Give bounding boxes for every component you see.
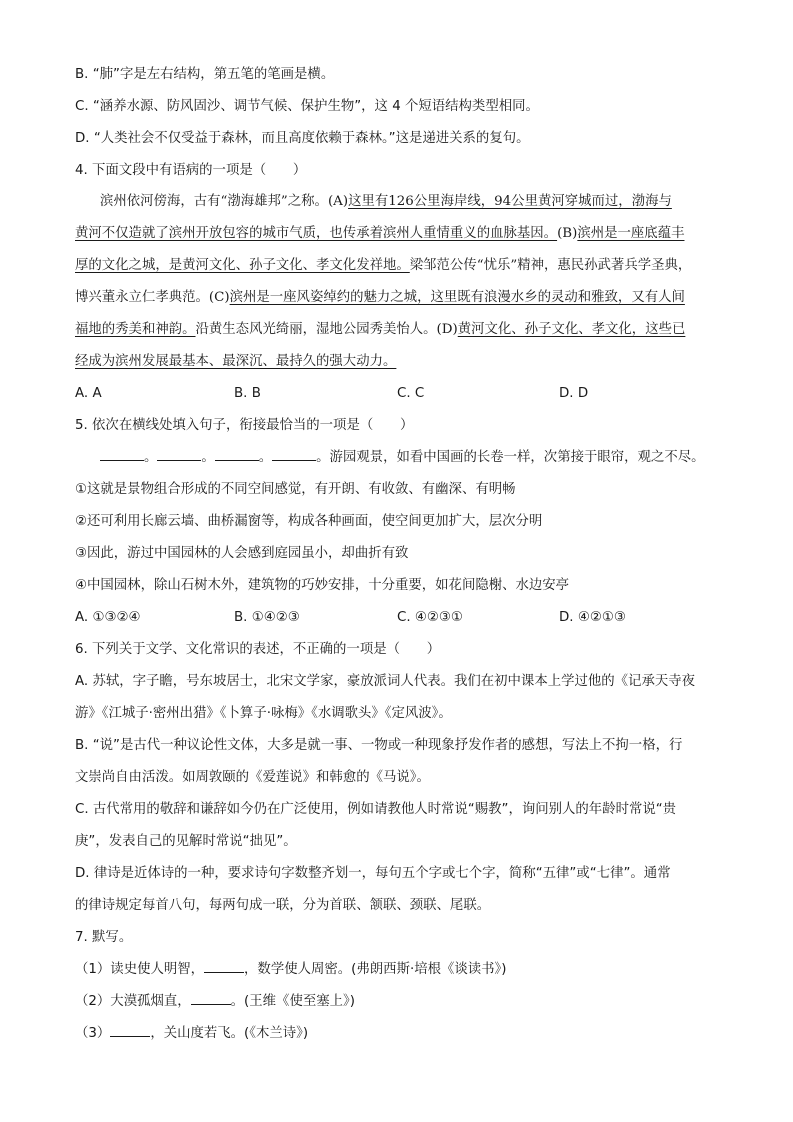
q4-segment-d: 黄河文化、孙子文化、孝文化，这些已 [457, 322, 686, 337]
q7-item-1 [75, 960, 506, 980]
q5-option-c: C. ④②③① [397, 610, 463, 625]
q5-blank-3 [215, 448, 259, 461]
q5-tail-text: 。游园观景，如看中国画的长卷一样，次第接于眼帘，观之不尽。 [316, 450, 705, 465]
q6-stem: 6. 下列关于文学、文化常识的表述，不正确的一项是（ ） [75, 642, 441, 657]
q6-option-c-line-1: C. 古代常用的敬辞和谦辞如今仍在广泛使用，例如请教他人时常说“赐教”，询问别人的年龄时常说“贵 [75, 802, 677, 817]
q4-p1-text: 滨州依河傍海，古有“渤海雄邦”之称。(A) [100, 194, 349, 209]
q4-passage-line-6 [75, 352, 396, 372]
q4-p3-text: 梁邹范公传“忧乐”精神，惠民孙武著兵学圣典， [409, 258, 692, 273]
q3-option-b: B. “肺”字是左右结构，第五笔的笔画是横。 [75, 67, 335, 82]
q7-item-1-pre: （1）读史使人明智， [75, 962, 205, 977]
q6-option-c-line-2: 庚”，发表自己的见解时常说“拙见”。 [75, 834, 297, 849]
q5-sep-2: 。 [201, 450, 215, 465]
q5-option-b: B. ①④②③ [234, 610, 300, 625]
q4-p5-text: 沿黄生态风光绮丽，湿地公园秀美怡人。(D) [195, 322, 458, 337]
q4-p4-text: 博兴董永立仁孝典范。(C) [75, 290, 230, 305]
q5-sentence-2: ②还可利用长廊云墙、曲桥漏窗等，构成各种画面，使空间更加扩大，层次分明 [75, 514, 543, 529]
q7-blank-1 [204, 960, 244, 973]
q6-option-d-line-2: 的律诗规定每首八句，每两句成一联，分为首联、颔联、颈联、尾联。 [75, 898, 491, 913]
q5-blank-line [100, 448, 705, 468]
q4-segment-c: 滨州是一座风姿绰约的魅力之城，这里既有浪漫水乡的灵动和雅致，又有人间 [229, 290, 685, 305]
q5-sep-1: 。 [144, 450, 158, 465]
q7-blank-2 [191, 992, 231, 1005]
q6-option-d-line-1: D. 律诗是近体诗的一种，要求诗句字数整齐划一，每句五个字或七个字，简称“五律”或“七律”。通常 [75, 866, 671, 881]
q4-segment-a-cont: 黄河不仅造就了滨州开放包容的城市气质，也传承着滨州人重情重义的血脉基因。 [75, 226, 558, 241]
q4-passage-line-2 [75, 224, 684, 244]
q4-label-b: (B) [557, 226, 578, 241]
q4-stem: 4. 下面文段中有语病的一项是（ ） [75, 163, 307, 178]
q5-option-a: A. ①③②④ [75, 610, 141, 625]
q7-item-2-pre: （2）大漠孤烟直， [75, 994, 191, 1009]
q5-sep-3: 。 [258, 450, 273, 465]
q5-option-d: D. ④②①③ [559, 610, 626, 625]
q6-option-a-line-1: A. 苏轼，字子瞻，号东坡居士，北宋文学家，豪放派词人代表。我们在初中课本上学过他的《记承天寺夜 [75, 674, 696, 689]
q7-blank-3 [110, 1024, 150, 1037]
q5-stem: 5. 依次在横线处填入句子，衔接最恰当的一项是（ ） [75, 418, 414, 433]
q5-blank-2 [157, 448, 201, 461]
q4-segment-b-cont: 厚的文化之城，是黄河文化、孙子文化、孝文化发祥地。 [75, 258, 410, 273]
q4-segment-a: 这里有126公里海岸线，94公里黄河穿城而过，渤海与 [348, 194, 672, 209]
q4-segment-c-cont: 福地的秀美和神韵。 [75, 322, 196, 337]
q6-option-b-line-1: B. “说”是古代一种议论性文体，大多是就一事、一物或一种现象抒发作者的感想，写法上不拘一格，行 [75, 738, 683, 753]
q7-stem: 7. 默写。 [75, 930, 133, 945]
q4-segment-d-cont: 经成为滨州发展最基本、最深沉、最持久的强大动力。 [75, 354, 397, 369]
q5-blank-4 [272, 448, 316, 461]
q7-item-1-post: ，数学使人周密。(弗朗西斯·培根《谈读书》) [244, 962, 507, 977]
q4-passage-line-3 [75, 256, 691, 276]
q5-sentence-4: ④中国园林，除山石树木外，建筑物的巧妙安排，十分重要，如花间隐榭、水边安亭 [75, 578, 570, 593]
q4-passage-line-5 [75, 320, 685, 340]
q4-option-c: C. C [397, 386, 425, 401]
q4-option-a: A. A [75, 386, 102, 401]
q7-item-2-post: 。(王维《使至塞上》) [230, 994, 355, 1009]
q7-item-3 [75, 1024, 308, 1044]
q5-blank-1 [100, 448, 144, 461]
q6-option-b-line-2: 文崇尚自由活泼。如周敦颐的《爱莲说》和韩愈的《马说》。 [75, 770, 430, 785]
q4-option-b: B. B [234, 386, 261, 401]
q4-passage-line-1 [100, 192, 672, 212]
q7-item-3-post: ，关山度若飞。(《木兰诗》) [150, 1026, 309, 1041]
q4-segment-b: 滨州是一座底蕴丰 [577, 226, 685, 241]
q3-option-d: D. “人类社会不仅受益于森林，而且高度依赖于森林。”这是递进关系的复句。 [75, 131, 530, 146]
q4-passage-line-4 [75, 288, 685, 308]
q5-sentence-1: ①这就是景物组合形成的不同空间感觉，有开朗、有收敛、有幽深、有明畅 [75, 482, 516, 497]
q7-item-2 [75, 992, 355, 1012]
q4-option-d: D. D [559, 386, 589, 401]
q7-item-3-pre: （3） [75, 1026, 111, 1041]
q5-sentence-3: ③因此，游过中国园林的人会感到庭园虽小，却曲折有致 [75, 546, 409, 561]
q6-option-a-line-2: 游》《江城子·密州出猎》《卜算子·咏梅》《水调歌头》《定风波》。 [75, 706, 452, 721]
q3-option-c: C. “涵养水源、防风固沙、调节气候、保护生物”，这 4 个短语结构类型相同。 [75, 99, 539, 114]
